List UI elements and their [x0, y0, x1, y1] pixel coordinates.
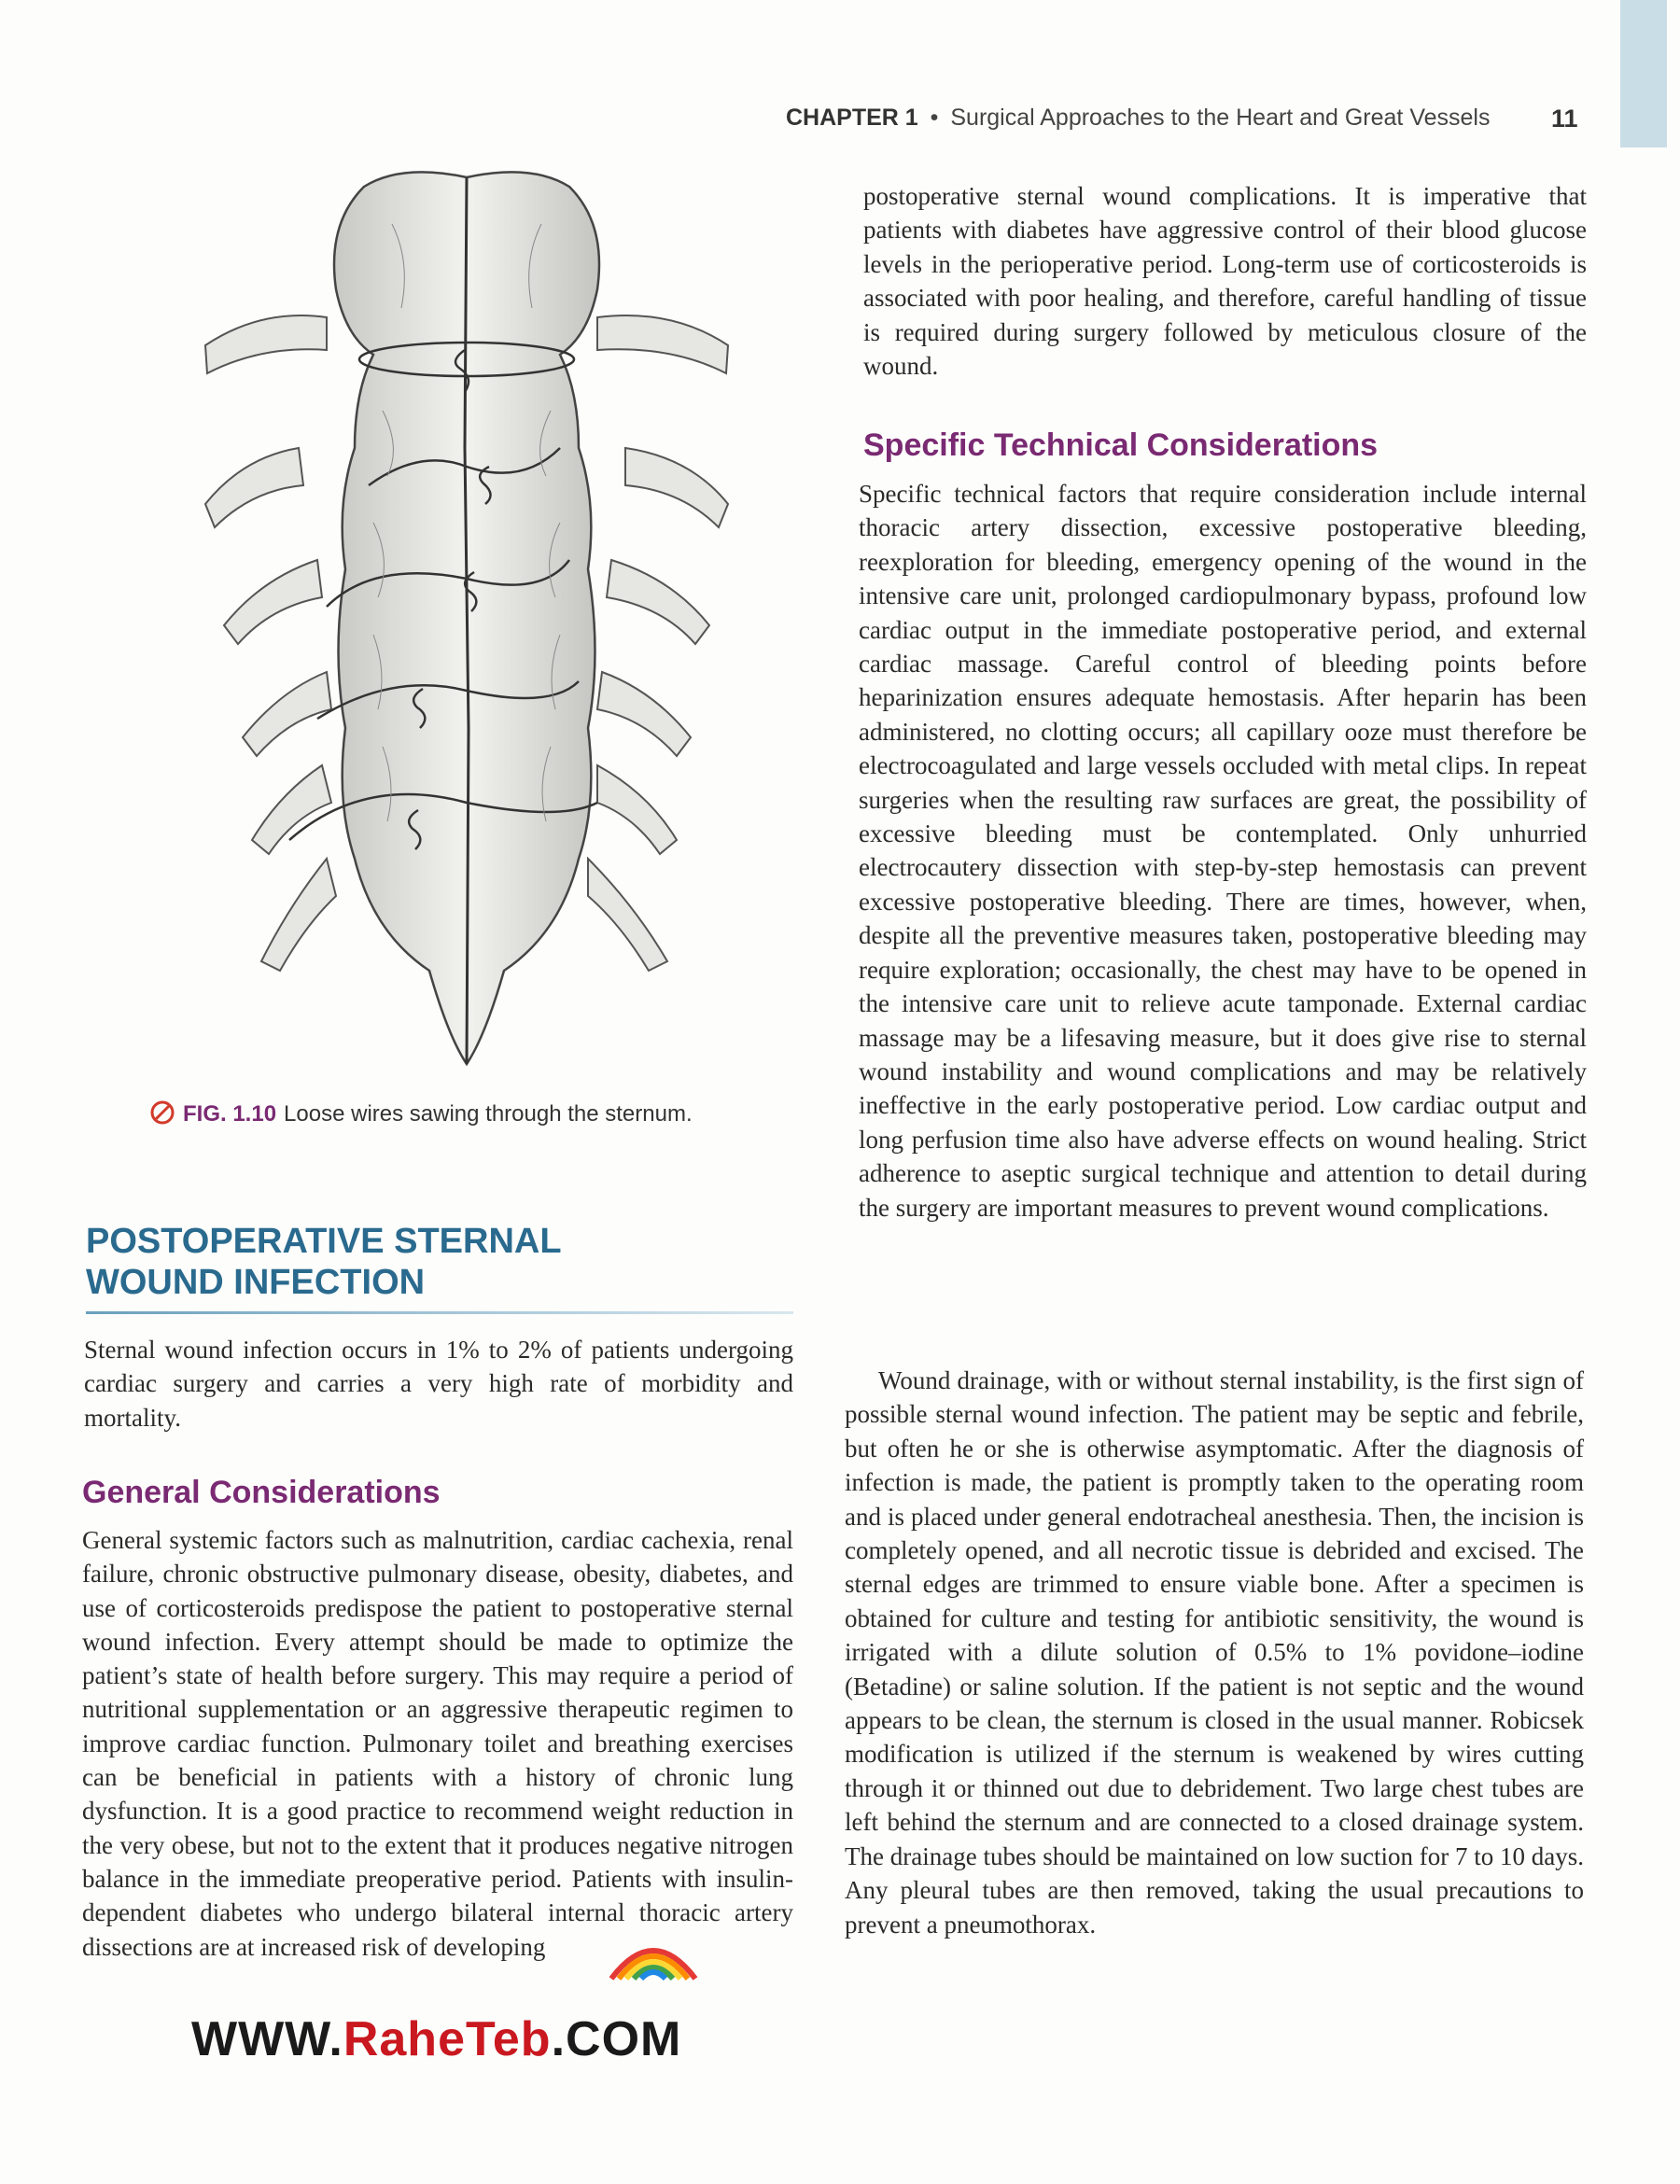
watermark-brand: RaheTeb	[343, 2012, 552, 2066]
chapter-label: CHAPTER 1	[786, 105, 918, 131]
header-bullet: •	[930, 105, 939, 131]
prohibited-icon	[149, 1099, 175, 1126]
watermark-prefix: WWW.	[191, 2012, 343, 2066]
section-heading	[86, 1221, 795, 1303]
page-number: 11	[1551, 105, 1578, 133]
chapter-title: Surgical Approaches to the Heart and Great Vessels	[950, 105, 1491, 131]
continued-paragraph: postoperative sternal wound complications. It is imperative that patients with diabetes have aggressive control of their blood glucose levels in the perioperative period. Long-term use of corticosteroids is associated with poor healing, and therefore, careful handling of tissue is required during surgery followed by meticulous closure of the wound.	[863, 182, 1587, 381]
specific-considerations-paragraph: Specific technical factors that require consideration include internal thoracic artery dissection, excessive postoperative bleeding, reexploration for bleeding, emergency opening of the wound in the intensive care unit, prolonged cardiopulmonary bypass, profound low cardiac output in the immediate postoperative period, and external cardiac massage. Careful control of bleeding points before heparinization ensures adequate hemostasis. After heparin has been administered, no clotting occurs; all capillary ooze must therefore be electrocoagulated and large vessels occluded with metal clips. In repeat surgeries when the resulting raw surfaces are great, the possibility of excessive bleeding must be contemplated. Only unhurried electrocautery dissection with step-by-step hemostasis can prevent excessive postoperative bleeding. There are times, however, when, despite all the preventive measures taken, postoperative bleeding may require exploration; occasionally, the chest may have to be opened in the intensive care unit to relieve acute tamponade. External cardiac massage may be a lifesaving measure, but it does give rise to sternal wound instability and wound complications and may be relatively ineffective in the early postoperative period. Low cardiac output and long perfusion time also have adverse effects on wound healing. Strict adherence to aseptic surgical technique and attention to detail during the surgery are important measures to prevent wound complications.	[859, 480, 1587, 1222]
thumb-tab	[1620, 0, 1667, 147]
rainbow-book-logo	[602, 1913, 705, 1988]
website-watermark	[191, 2011, 714, 2077]
specific-considerations-heading: Specific Technical Considerations	[863, 427, 1379, 463]
figure-label: FIG. 1.10	[183, 1101, 277, 1127]
general-considerations-heading: General Considerations	[82, 1475, 441, 1510]
section-rule	[86, 1311, 793, 1314]
figure-caption	[149, 1099, 803, 1137]
general-considerations-paragraph: General systemic factors such as malnutrition, cardiac cachexia, renal failure, chronic obstructive pulmonary disease, obesity, diabetes, and use of corticosteroids predispose the patient to postoperative sternal wound infection. Every attempt should be made to optimize the patient’s state of health before surgery. This may require a period of nutritional supplementation or an aggressive therapeutic regimen to improve cardiac function. Pulmonary toilet and breathing exercises can be beneficial in patients with a history of chronic lung dysfunction. It is a good practice to recommend weight reduction in the very obese, but not to the extent that it produces negative nitrogen balance in the immediate preoperative period. Patients with insulin-dependent diabetes who undergo bilateral internal thoracic artery dissections are at increased risk of developing	[82, 1526, 793, 1961]
sternum-wire-illustration	[187, 168, 747, 1083]
watermark-suffix: .COM	[551, 2012, 682, 2066]
running-header	[786, 105, 1579, 142]
section-heading-line2: WOUND INFECTION	[86, 1263, 426, 1302]
figure-caption-text: Loose wires sawing through the sternum.	[284, 1101, 693, 1127]
section-heading-line1: POSTOPERATIVE STERNAL	[86, 1222, 562, 1261]
wound-drainage-paragraph: Wound drainage, with or without sternal instability, is the first sign of possible sternal wound infection. The patient may be septic and febrile, but often he or she is otherwise asymptomatic. After the diagnosis of infection is made, the patient is promptly taken to the operating room and is placed under general endotracheal anesthesia. Then, the incision is completely opened, and all necrotic tissue is debrided and excised. The sternal edges are trimmed to ensure viable bone. After a specimen is obtained for culture and testing for antibiotic sensitivity, the wound is irrigated with a dilute solution of 0.5% to 1% povidone–iodine (Betadine) or saline solution. If the patient is not septic and the wound appears to be clean, the sternum is closed in the usual manner. Robicsek modification is utilized if the sternum is weakened by wires cutting through it or thinned out due to debridement. Two large chest tubes are left behind the sternum and are connected to a closed drainage system. The drainage tubes should be maintained on low suction for 7 to 10 days. Any pleural tubes are then removed, taking the usual precautions to prevent a pneumothorax.	[845, 1366, 1584, 1939]
intro-paragraph: Sternal wound infection occurs in 1% to 2% of patients undergoing cardiac surgery and carries a very high rate of morbidity and mortality.	[84, 1336, 793, 1432]
